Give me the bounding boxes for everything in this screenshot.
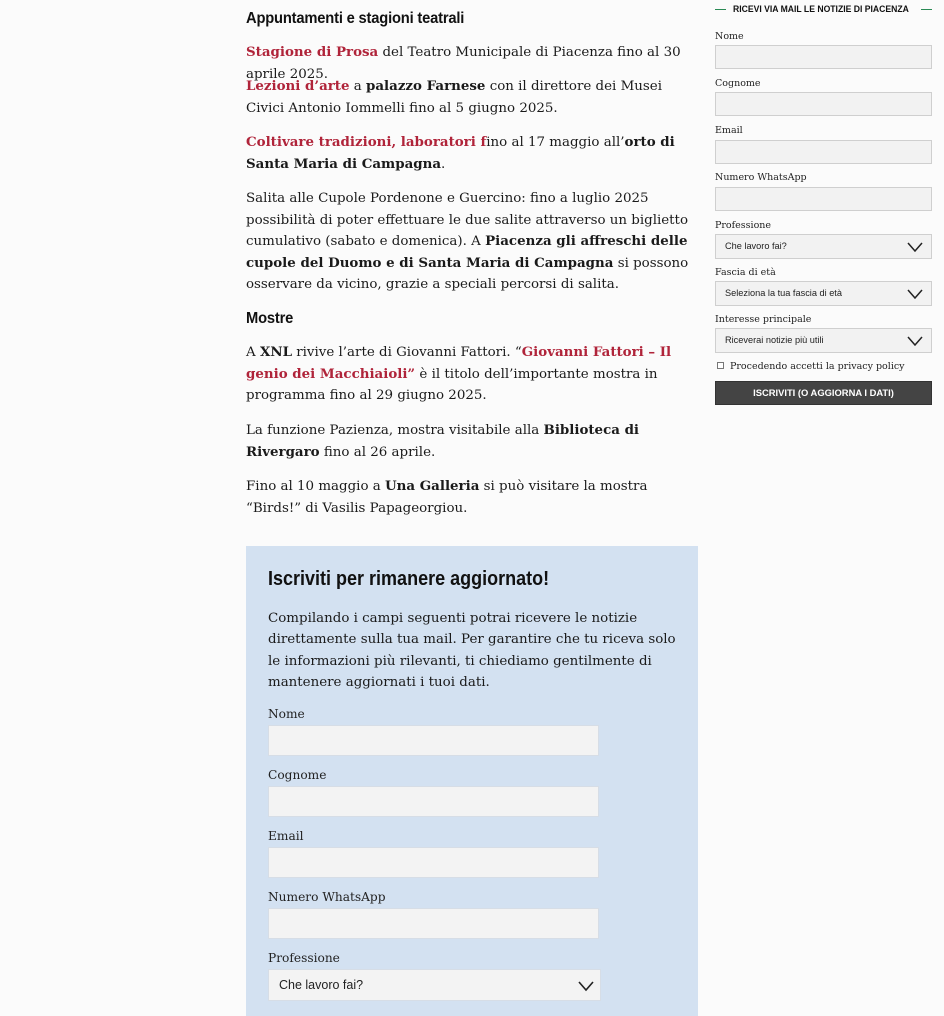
paragraph-coltivare: Coltivare tradizioni, laboratori fino al 17 maggio all’orto di Santa Maria di Campagna. [246,134,675,172]
link-coltivare-tradizioni[interactable]: Coltivare tradizioni, laboratori f [246,134,487,150]
sidebar-name-label: Nome [715,31,744,42]
sidebar-profession-label: Professione [715,220,772,231]
sidebar-interest-label: Interesse principale [715,314,812,325]
sidebar-whatsapp-label: Numero WhatsApp [715,172,807,183]
sidebar-age-select[interactable] [715,281,932,306]
whatsapp-input[interactable] [268,908,599,939]
sidebar-profession-value: Che lavoro fai? [725,241,787,251]
privacy-consent [715,361,905,372]
whatsapp-label: Numero WhatsApp [268,890,386,904]
chevron-down-icon [907,289,923,299]
chevron-down-icon [907,242,923,252]
sidebar-age-label: Fascia di età [715,267,776,278]
sidebar-profession-select[interactable] [715,234,932,259]
sidebar-interest-select[interactable] [715,328,932,353]
email-input[interactable] [268,847,599,878]
profession-label: Professione [268,951,340,965]
link-stagione-prosa[interactable]: Stagione di Prosa [246,44,379,60]
profession-select[interactable] [268,969,601,1001]
subscribe-button[interactable]: ISCRIVITI (O AGGIORNA I DATI) [715,381,932,405]
sidebar-surname-input[interactable] [715,92,932,116]
sidebar-heading: RICEVI VIA MAIL LE NOTIZIE DI PIACENZA [715,3,932,17]
chevron-down-icon [907,336,923,346]
sidebar-interest-value: Riceverai notizie più utili [725,335,824,345]
paragraph-cupole: Salita alle Cupole Pordenone e Guercino: fino a luglio 2025 possibilità di poter effettuare le due salite attraverso un biglietto cumulativo (sabato e domenica). A Piacenza gli affreschi delle cupole del Duomo e di Santa Maria di Campagna si possono osservare da vicino, grazie a speciali percorsi di salita. [246,191,689,292]
sidebar-surname-label: Cognome [715,78,761,89]
name-input[interactable] [268,725,599,756]
heading-exhibitions: Mostre [246,310,294,327]
privacy-text: Procedendo accetti la privacy policy [730,361,905,372]
paragraph-lezioni: Lezioni d’arte a palazzo Farnese con il direttore dei Musei Civici Antonio Iommelli fino al 5 giugno 2025. [246,78,663,116]
paragraph-pazienza: La funzione Pazienza, mostra visitabile alla Biblioteca di Rivergaro fino al 26 aprile. [246,422,640,460]
heading-divider [921,9,932,10]
link-giovanni-fattori[interactable]: Giovanni Fattori – Il genio dei Macchiaioli” [246,344,672,382]
subscribe-description: Compilando i campi seguenti potrai ricevere le notizie direttamente sulla tua mail. Per garantire che tu riceva solo le informazioni più rilevanti, ti chiediamo gentilmente di mantenere aggiornati i tuoi dati. [268,611,676,690]
sidebar-name-input[interactable] [715,45,932,69]
sidebar-whatsapp-input[interactable] [715,187,932,211]
heading-appointments: Appuntamenti e stagioni teatrali [246,10,465,27]
surname-input[interactable] [268,786,599,817]
sidebar-age-value: Seleziona la tua fascia di età [725,288,842,298]
chevron-down-icon [578,980,594,992]
profession-selected-value: Che lavoro fai? [279,978,364,992]
subscribe-panel [246,546,698,1016]
paragraph-galleria: Fino al 10 maggio a Una Galleria si può visitare la mostra “Birds!” di Vasilis Papageorgiou. [246,478,648,516]
name-label: Nome [268,707,305,721]
privacy-checkbox[interactable] [717,362,724,369]
sidebar-email-input[interactable] [715,140,932,164]
surname-label: Cognome [268,768,327,782]
sidebar-email-label: Email [715,125,743,136]
paragraph-xnl: A XNL rivive l’arte di Giovanni Fattori. “Giovanni Fattori – Il genio dei Macchiaioli” è il titolo dell’importante mostra in programma fino al 29 giugno 2025. [246,344,672,403]
subscribe-title: Iscriviti per rimanere aggiornato! [268,568,550,590]
paragraph-prosa: Stagione di Prosa del Teatro Municipale di Piacenza fino al 30 aprile 2025. [246,44,681,82]
email-label: Email [268,829,304,843]
link-lezioni-arte[interactable]: Lezioni d’arte [246,78,350,94]
heading-divider [715,9,726,10]
